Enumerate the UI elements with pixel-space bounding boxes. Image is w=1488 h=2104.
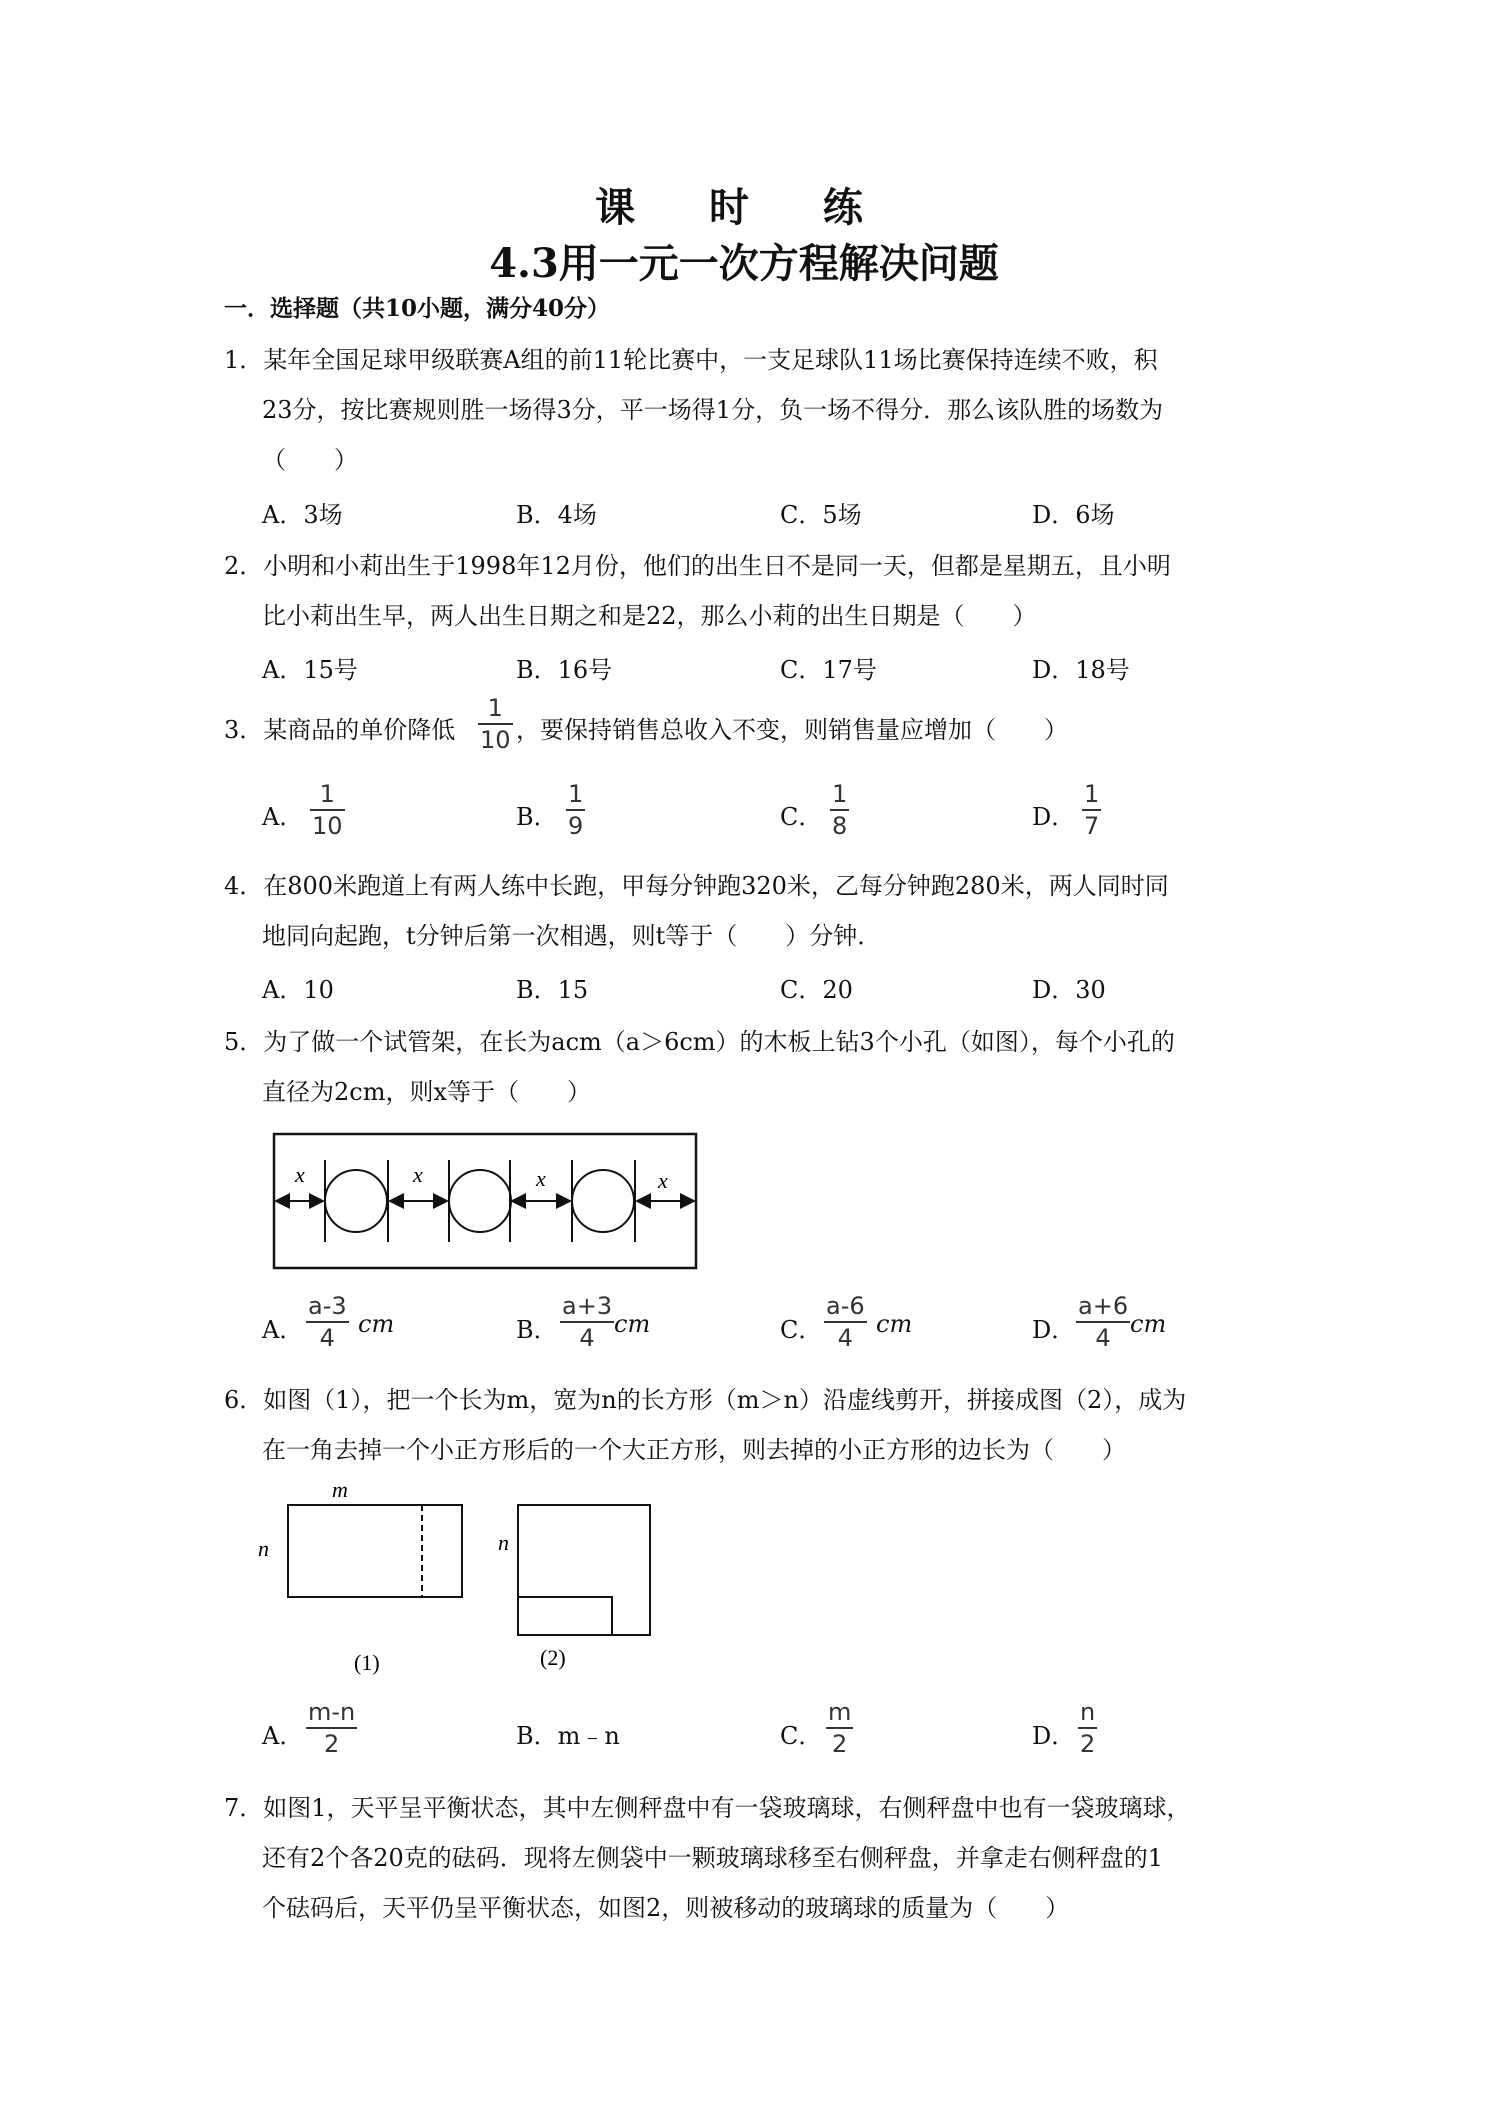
q3-option-c-den: 8	[832, 812, 848, 840]
q4-line1: 4．在800米跑道上有两人练中长跑，甲每分钟跑320米，乙每分钟跑280米，两人同时同	[224, 872, 1169, 900]
q3-option-b-fraction	[566, 780, 585, 840]
q5-option-a-num: a-3	[308, 1292, 347, 1320]
q4-option-b: B．15	[516, 976, 589, 1004]
hole-3	[572, 1170, 634, 1232]
q5-option-b-label: B．	[516, 1316, 558, 1344]
fig1-n-label: n	[258, 1536, 269, 1561]
test-tube-rack-figure	[270, 1130, 710, 1272]
q5-option-c-label: C．	[780, 1316, 823, 1344]
q3-option-b-den: 9	[568, 812, 584, 840]
q4-option-c: C．20	[780, 976, 853, 1004]
q5-option-c-den: 4	[837, 1324, 853, 1352]
q5-option-d-unit: cm	[1130, 1310, 1167, 1338]
q1-line2: 23分，按比赛规则胜一场得3分，平一场得1分，负一场不得分．那么该队胜的场数为	[262, 396, 1164, 424]
q5-option-d-label: D．	[1032, 1316, 1076, 1344]
q2-line1: 2．小明和小莉出生于1998年12月份，他们的出生日不是同一天，但都是星期五，且小明	[224, 552, 1171, 580]
q1-option-c: C．5场	[780, 501, 862, 529]
q6-option-d-label: D．	[1032, 1722, 1076, 1750]
q6-option-a-label: A．	[262, 1722, 304, 1750]
q3-option-a-fraction	[310, 780, 345, 840]
fig1-m-label: m	[332, 1477, 348, 1502]
q5-option-d-num: a+6	[1078, 1292, 1129, 1320]
q5-option-b-unit: cm	[614, 1310, 651, 1338]
q5-option-d-den: 4	[1095, 1324, 1111, 1352]
q1-option-d: D．6场	[1032, 501, 1115, 529]
q3-option-c-fraction	[830, 780, 849, 840]
q4-option-a: A．10	[262, 976, 334, 1004]
q5-line1: 5．为了做一个试管架，在长为acm（a＞6cm）的木板上钻3个小孔（如图），每个小孔的	[224, 1028, 1175, 1056]
q4-option-d: D．30	[1032, 976, 1106, 1004]
q3-stem-pre: 3．某商品的单价降低	[224, 716, 456, 744]
q6-option-a-fraction	[306, 1698, 357, 1758]
q3-fraction	[478, 694, 513, 754]
q7-line3: 个砝码后，天平仍呈平衡状态，如图2，则被移动的玻璃球的质量为（ ）	[262, 1894, 1070, 1922]
q1-option-b: B．4场	[516, 501, 597, 529]
fig1-rectangle	[288, 1505, 462, 1597]
q3-option-d-label: D．	[1032, 803, 1076, 831]
q5-option-b-fraction	[560, 1292, 614, 1352]
q3-option-c-num: 1	[832, 780, 848, 808]
x-label-1: x	[295, 1162, 305, 1187]
q3-stem-post: ，要保持销售总收入不变，则销售量应增加（ ）	[516, 716, 1068, 744]
q6-option-a-num: m-n	[308, 1698, 356, 1726]
fig2-big-square	[518, 1505, 650, 1635]
q5-option-d-fraction	[1076, 1292, 1130, 1352]
q5-option-a-den: 4	[319, 1324, 335, 1352]
q6-line2: 在一角去掉一个小正方形后的一个大正方形，则去掉的小正方形的边长为（ ）	[262, 1436, 1126, 1464]
q5-option-b-num: a+3	[562, 1292, 613, 1320]
rectangle-figures	[250, 1470, 670, 1680]
q3-option-b-label: B．	[516, 803, 558, 831]
q6-option-c-fraction	[826, 1698, 853, 1758]
hole-2	[449, 1170, 511, 1232]
q3-option-d-fraction	[1082, 780, 1101, 840]
q6-option-c-num: m	[828, 1698, 852, 1726]
q3-option-d-num: 1	[1084, 780, 1100, 808]
x-label-3: x	[536, 1166, 546, 1191]
x-label-4: x	[658, 1168, 668, 1193]
q6-line1: 6．如图（1），把一个长为m，宽为n的长方形（m＞n）沿虚线剪开，拼接成图（2），成为	[224, 1386, 1187, 1414]
q1-line1: 1．某年全国足球甲级联赛A组的前11轮比赛中，一支足球队11场比赛保持连续不败，积	[224, 346, 1158, 374]
q1-option-a: A．3场	[262, 501, 343, 529]
q6-option-d-den: 2	[1080, 1730, 1096, 1758]
q3-fraction-den: 10	[480, 726, 511, 754]
q6-option-d-fraction	[1078, 1698, 1097, 1758]
q5-option-c-unit: cm	[876, 1310, 913, 1338]
q6-option-b: B．m﹣n	[516, 1722, 620, 1750]
q6-option-c-den: 2	[832, 1730, 848, 1758]
q3-option-d-den: 7	[1084, 812, 1100, 840]
fig2-n-label: n	[498, 1530, 509, 1555]
q7-line2: 还有2个各20克的砝码．现将左侧袋中一颗玻璃球移至右侧秤盘，并拿走右侧秤盘的1	[262, 1844, 1164, 1872]
q2-option-c: C．17号	[780, 656, 877, 684]
q3-fraction-num: 1	[487, 694, 503, 722]
q6-option-c-label: C．	[780, 1722, 823, 1750]
fig2-caption: (2)	[540, 1645, 566, 1670]
q2-option-a: A．15号	[262, 656, 358, 684]
q6-option-a-den: 2	[323, 1730, 340, 1758]
q5-option-a-fraction	[306, 1292, 349, 1352]
q2-option-b: B．16号	[516, 656, 613, 684]
q2-option-d: D．18号	[1032, 656, 1130, 684]
q5-option-a-unit: cm	[358, 1310, 395, 1338]
q5-line2: 直径为2cm，则x等于（ ）	[262, 1078, 592, 1106]
hole-1	[325, 1170, 387, 1232]
q5-option-c-fraction	[824, 1292, 867, 1352]
q3-option-a-num: 1	[319, 780, 335, 808]
q5-option-b-den: 4	[579, 1324, 595, 1352]
page-title: 课 时 练	[595, 184, 893, 231]
q3-option-a-den: 10	[312, 812, 343, 840]
lesson-title: 4.3用一元一次方程解决问题	[489, 240, 999, 287]
section-heading: 一．选择题（共10小题，满分40分）	[224, 295, 611, 322]
x-label-2: x	[413, 1162, 423, 1187]
q3-option-b-num: 1	[568, 780, 584, 808]
q7-line1: 7．如图1，天平呈平衡状态，其中左侧秤盘中有一袋玻璃球，右侧秤盘中也有一袋玻璃球，	[224, 1794, 1191, 1822]
q5-option-c-num: a-6	[826, 1292, 865, 1320]
q3-option-a-label: A．	[262, 803, 304, 831]
fig2-strip	[518, 1597, 612, 1635]
q2-line2: 比小莉出生早，两人出生日期之和是22，那么小莉的出生日期是（ ）	[262, 602, 1037, 630]
q5-option-a-label: A．	[262, 1316, 304, 1344]
q6-option-d-num: n	[1080, 1698, 1096, 1726]
fig1-caption: (1)	[354, 1650, 380, 1675]
q4-line2: 地同向起跑，t分钟后第一次相遇，则t等于（ ）分钟．	[262, 922, 882, 950]
q3-option-c-label: C．	[780, 803, 823, 831]
q1-line3: （ ）	[262, 446, 358, 474]
